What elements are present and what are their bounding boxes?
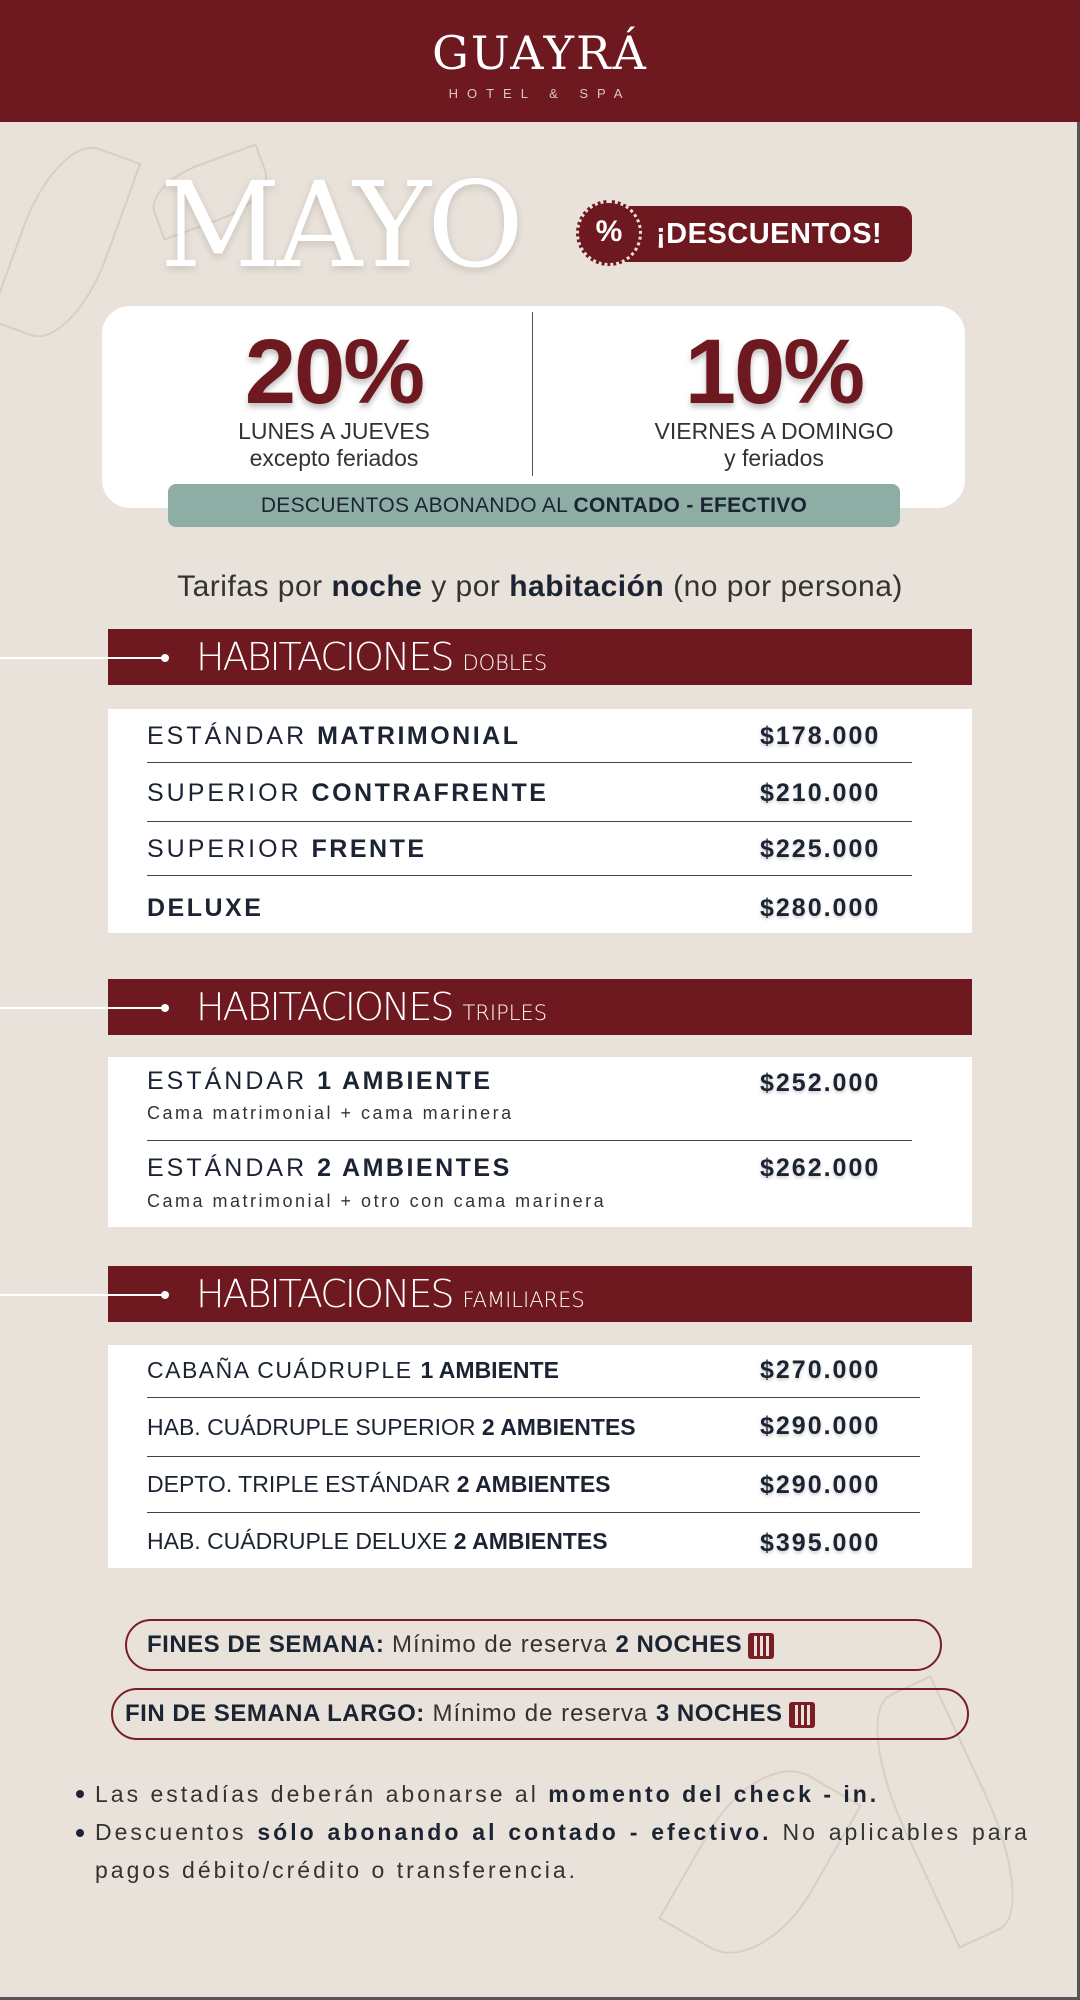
room-name: SUPERIOR FRENTE	[147, 835, 427, 863]
section-title: HABITACIONES	[196, 985, 453, 1029]
payment-note-text: DESCUENTOS ABONANDO AL	[260, 494, 574, 517]
room-price: $270.000	[760, 1356, 881, 1384]
rates-text: (no por persona)	[664, 570, 903, 603]
discount-days-weekday: LUNES A JUEVES	[238, 418, 430, 444]
row-separator	[147, 1397, 920, 1398]
room-price: $290.000	[760, 1412, 881, 1440]
discount-percent-weekend: 10%	[684, 321, 864, 423]
section-connector	[0, 657, 166, 659]
room-price: $178.000	[760, 722, 881, 750]
room-name: HAB. CUÁDRUPLE DELUXE 2 AMBIENTES	[147, 1528, 608, 1554]
section-connector	[0, 1007, 166, 1009]
room-price: $225.000	[760, 835, 881, 863]
section-header-triples	[108, 979, 972, 1035]
row-separator	[147, 1512, 920, 1513]
rates-bold: noche	[331, 570, 423, 603]
rates-text: Tarifas por	[177, 570, 332, 603]
section-title: HABITACIONES	[196, 635, 453, 679]
month-title: MAYO	[160, 156, 520, 294]
room-name: ESTÁNDAR 1 AMBIENTE	[147, 1067, 493, 1095]
room-price: $262.000	[760, 1154, 881, 1182]
room-name: DELUXE	[147, 894, 264, 922]
room-detail: Cama matrimonial + cama marinera	[147, 1103, 514, 1123]
section-title: HABITACIONES	[196, 1272, 453, 1316]
bullet-icon	[76, 1829, 84, 1837]
section-type: TRIPLES	[462, 1001, 548, 1025]
calendar-icon	[748, 1633, 774, 1659]
header-banner	[0, 0, 1080, 122]
section-connector	[0, 1294, 166, 1296]
row-separator	[147, 1140, 912, 1141]
section-type: DOBLES	[462, 651, 548, 675]
room-price: $395.000	[760, 1529, 881, 1557]
note-checkin: Las estadías deberán abonarse al momento del check - in.	[95, 1781, 880, 1807]
room-name: CABAÑA CUÁDRUPLE 1 AMBIENTE	[147, 1357, 559, 1383]
rates-table-triples	[108, 1057, 972, 1227]
rates-note	[0, 570, 1080, 604]
min-stay-weekend: FINES DE SEMANA: Mínimo de reserva 2 NOCHES	[125, 1619, 942, 1671]
rates-table-dobles	[108, 709, 972, 933]
section-header-dobles	[108, 629, 972, 685]
room-price: $290.000	[760, 1471, 881, 1499]
room-price: $210.000	[760, 779, 881, 807]
payment-note-bold: CONTADO - EFECTIVO	[573, 494, 808, 517]
section-type: FAMILIARES	[462, 1288, 585, 1312]
room-price: $252.000	[760, 1069, 881, 1097]
row-separator	[147, 875, 912, 876]
rates-text: y por	[422, 570, 510, 603]
room-name: HAB. CUÁDRUPLE SUPERIOR 2 AMBIENTES	[147, 1414, 636, 1440]
room-name: ESTÁNDAR MATRIMONIAL	[147, 722, 521, 750]
room-name: ESTÁNDAR 2 AMBIENTES	[147, 1154, 512, 1182]
percent-seal-icon: %	[576, 200, 642, 266]
discount-percent-weekday: 20%	[244, 321, 424, 423]
discount-days-weekend: VIERNES A DOMINGO	[654, 418, 894, 444]
discount-condition-weekend: y feriados	[724, 445, 824, 471]
row-separator	[147, 762, 912, 763]
rates-table-familiares	[108, 1345, 972, 1568]
brand-logo: GUAYRÁ	[432, 26, 648, 80]
discount-card	[102, 306, 965, 508]
room-detail: Cama matrimonial + otro con cama marinera	[147, 1191, 607, 1211]
room-price: $280.000	[760, 894, 881, 922]
section-header-familiares	[108, 1266, 972, 1322]
bullet-icon	[76, 1790, 84, 1798]
room-name: DEPTO. TRIPLE ESTÁNDAR 2 AMBIENTES	[147, 1471, 611, 1497]
rates-bold: habitación	[509, 570, 665, 603]
brand-subtitle: HOTEL & SPA	[448, 86, 632, 101]
card-divider	[532, 312, 533, 476]
row-separator	[147, 1456, 920, 1457]
min-stay-long-weekend: FIN DE SEMANA LARGO: Mínimo de reserva 3 NOCHES	[111, 1688, 969, 1740]
calendar-icon	[789, 1702, 815, 1728]
payment-note-bar	[168, 484, 900, 527]
room-name: SUPERIOR CONTRAFRENTE	[147, 779, 549, 807]
discount-condition-weekday: excepto feriados	[249, 445, 419, 471]
row-separator	[147, 821, 912, 822]
note-cash-only: Descuentos sólo abonando al contado - efectivo. No aplicables para pagos débito/crédito o transferencia.	[95, 1819, 1030, 1883]
discounts-badge-label: ¡DESCUENTOS!	[656, 218, 883, 250]
